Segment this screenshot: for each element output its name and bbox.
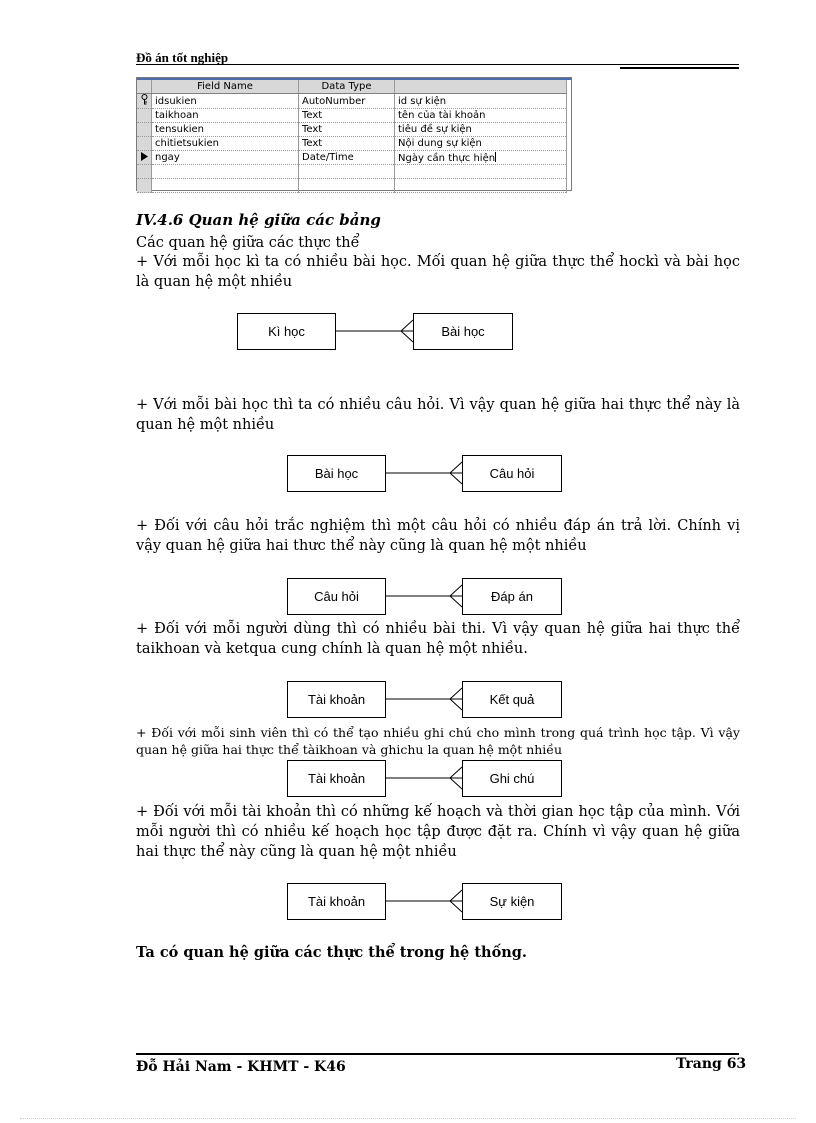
table-row-empty[interactable] [137, 179, 567, 193]
one-to-many-connector [336, 319, 413, 343]
footer-author: Đỗ Hải Nam - KHMT - K46 [136, 1059, 346, 1075]
empty-cell[interactable] [395, 179, 567, 193]
relation-paragraph: + Với mỗi học kì ta có nhiều bài học. Mối quan hệ giữa thực thể hockì và bài học là quan hệ một nhiều [136, 254, 740, 290]
description-cell[interactable]: tiêu đề sự kiện [395, 123, 567, 137]
row-selector[interactable] [137, 123, 152, 137]
description-text: Ngày cần thực hiện [398, 152, 496, 164]
empty-cell[interactable] [395, 165, 567, 179]
field-table [137, 80, 567, 193]
entity-box-left: Tài khoản [287, 760, 386, 797]
empty-cell[interactable] [152, 179, 299, 193]
empty-cell[interactable] [299, 165, 395, 179]
column-header-description[interactable] [395, 80, 567, 94]
row-selector[interactable] [137, 179, 152, 193]
table-row[interactable] [137, 123, 567, 137]
section-intro: Các quan hệ giữa các thực thể [136, 235, 360, 251]
text-caret [495, 152, 496, 162]
entity-box-right: Bài học [413, 313, 513, 350]
row-selector[interactable] [137, 165, 152, 179]
relation-paragraph: + Đối với mỗi tài khoản thì có những kế hoạch và thời gian học tập của mình. Với mỗi người thì có nhiều kế hoạch học tập được đặt ra. Chính vì vậy quan hệ giữa hai thực thể này cũng là quan hệ một nhiều [136, 804, 740, 860]
column-header-field-name[interactable]: Field Name [152, 80, 299, 94]
document-header-title: Đồ án tốt nghiệp [136, 50, 229, 65]
footer-rule [136, 1053, 739, 1055]
one-to-many-connector [386, 461, 462, 485]
header-rule [136, 64, 739, 65]
current-row-arrow-icon [137, 151, 152, 165]
description-cell-active[interactable] [395, 151, 567, 165]
one-to-many-connector [386, 687, 462, 711]
one-to-many-connector [386, 584, 462, 608]
field-name-cell[interactable]: chitietsukien [152, 137, 299, 151]
entity-box-left: Tài khoản [287, 681, 386, 718]
row-selector[interactable] [137, 137, 152, 151]
primary-key-icon [137, 94, 152, 109]
description-cell[interactable]: Nội dung sự kiện [395, 137, 567, 151]
data-type-cell[interactable]: Date/Time [299, 151, 395, 165]
entity-box-left: Kì học [237, 313, 336, 350]
field-name-cell[interactable]: taikhoan [152, 109, 299, 123]
page-bottom-edge [20, 1118, 796, 1119]
section-heading: IV.4.6 Quan hệ giữa các bảng [136, 211, 381, 229]
closing-sentence: Ta có quan hệ giữa các thực thể trong hệ thống. [136, 944, 527, 961]
empty-cell[interactable] [152, 165, 299, 179]
entity-box-right: Câu hỏi [462, 455, 562, 492]
description-cell[interactable]: id sự kiện [395, 94, 567, 109]
table-row[interactable] [137, 109, 567, 123]
one-to-many-connector [386, 889, 462, 913]
column-header-data-type[interactable]: Data Type [299, 80, 395, 94]
footer-page-number: Trang 63 [676, 1056, 747, 1072]
table-row-current[interactable] [137, 151, 567, 165]
table-row-empty[interactable] [137, 165, 567, 179]
header-rule-thick [620, 67, 739, 69]
data-type-cell[interactable]: Text [299, 123, 395, 137]
table-row[interactable] [137, 94, 567, 109]
table-row[interactable] [137, 137, 567, 151]
relation-paragraph: + Đối với mỗi sinh viên thì có thể tạo nhiều ghi chú cho mình trong quá trình học tập. Vì vậy quan hệ giữa hai thực thể tàikhoan và ghichu la quan hệ một nhiều [136, 725, 740, 757]
field-name-cell[interactable]: ngay [152, 151, 299, 165]
field-name-cell[interactable]: tensukien [152, 123, 299, 137]
row-selector[interactable] [137, 109, 152, 123]
table-design-grid [136, 77, 572, 191]
one-to-many-connector [386, 766, 462, 790]
entity-box-right: Đáp án [462, 578, 562, 615]
relation-paragraph: + Đối với câu hỏi trắc nghiệm thì một câu hỏi có nhiều đáp án trả lời. Chính vị vậy quan hệ giữa hai thưc thể này cũng là quan hệ một nhiều [136, 518, 740, 554]
data-type-cell[interactable]: AutoNumber [299, 94, 395, 109]
relation-paragraph: + Với mỗi bài học thì ta có nhiều câu hỏi. Vì vậy quan hệ giữa hai thực thể này là quan hệ một nhiều [136, 397, 740, 433]
data-type-cell[interactable]: Text [299, 137, 395, 151]
description-cell[interactable]: tên của tài khoản [395, 109, 567, 123]
field-name-cell[interactable]: idsukien [152, 94, 299, 109]
entity-box-left: Câu hỏi [287, 578, 386, 615]
table-header-row [137, 80, 567, 94]
entity-box-left: Tài khoản [287, 883, 386, 920]
entity-box-right: Kết quả [462, 681, 562, 718]
row-selector-header [137, 80, 152, 94]
entity-box-right: Ghi chú [462, 760, 562, 797]
data-type-cell[interactable]: Text [299, 109, 395, 123]
entity-box-right: Sự kiện [462, 883, 562, 920]
entity-box-left: Bài học [287, 455, 386, 492]
relation-paragraph: + Đối với mỗi người dùng thì có nhiều bài thi. Vì vậy quan hệ giữa hai thực thể taikhoan và ketqua cung chính là quan hệ một nhiều. [136, 621, 740, 657]
empty-cell[interactable] [299, 179, 395, 193]
